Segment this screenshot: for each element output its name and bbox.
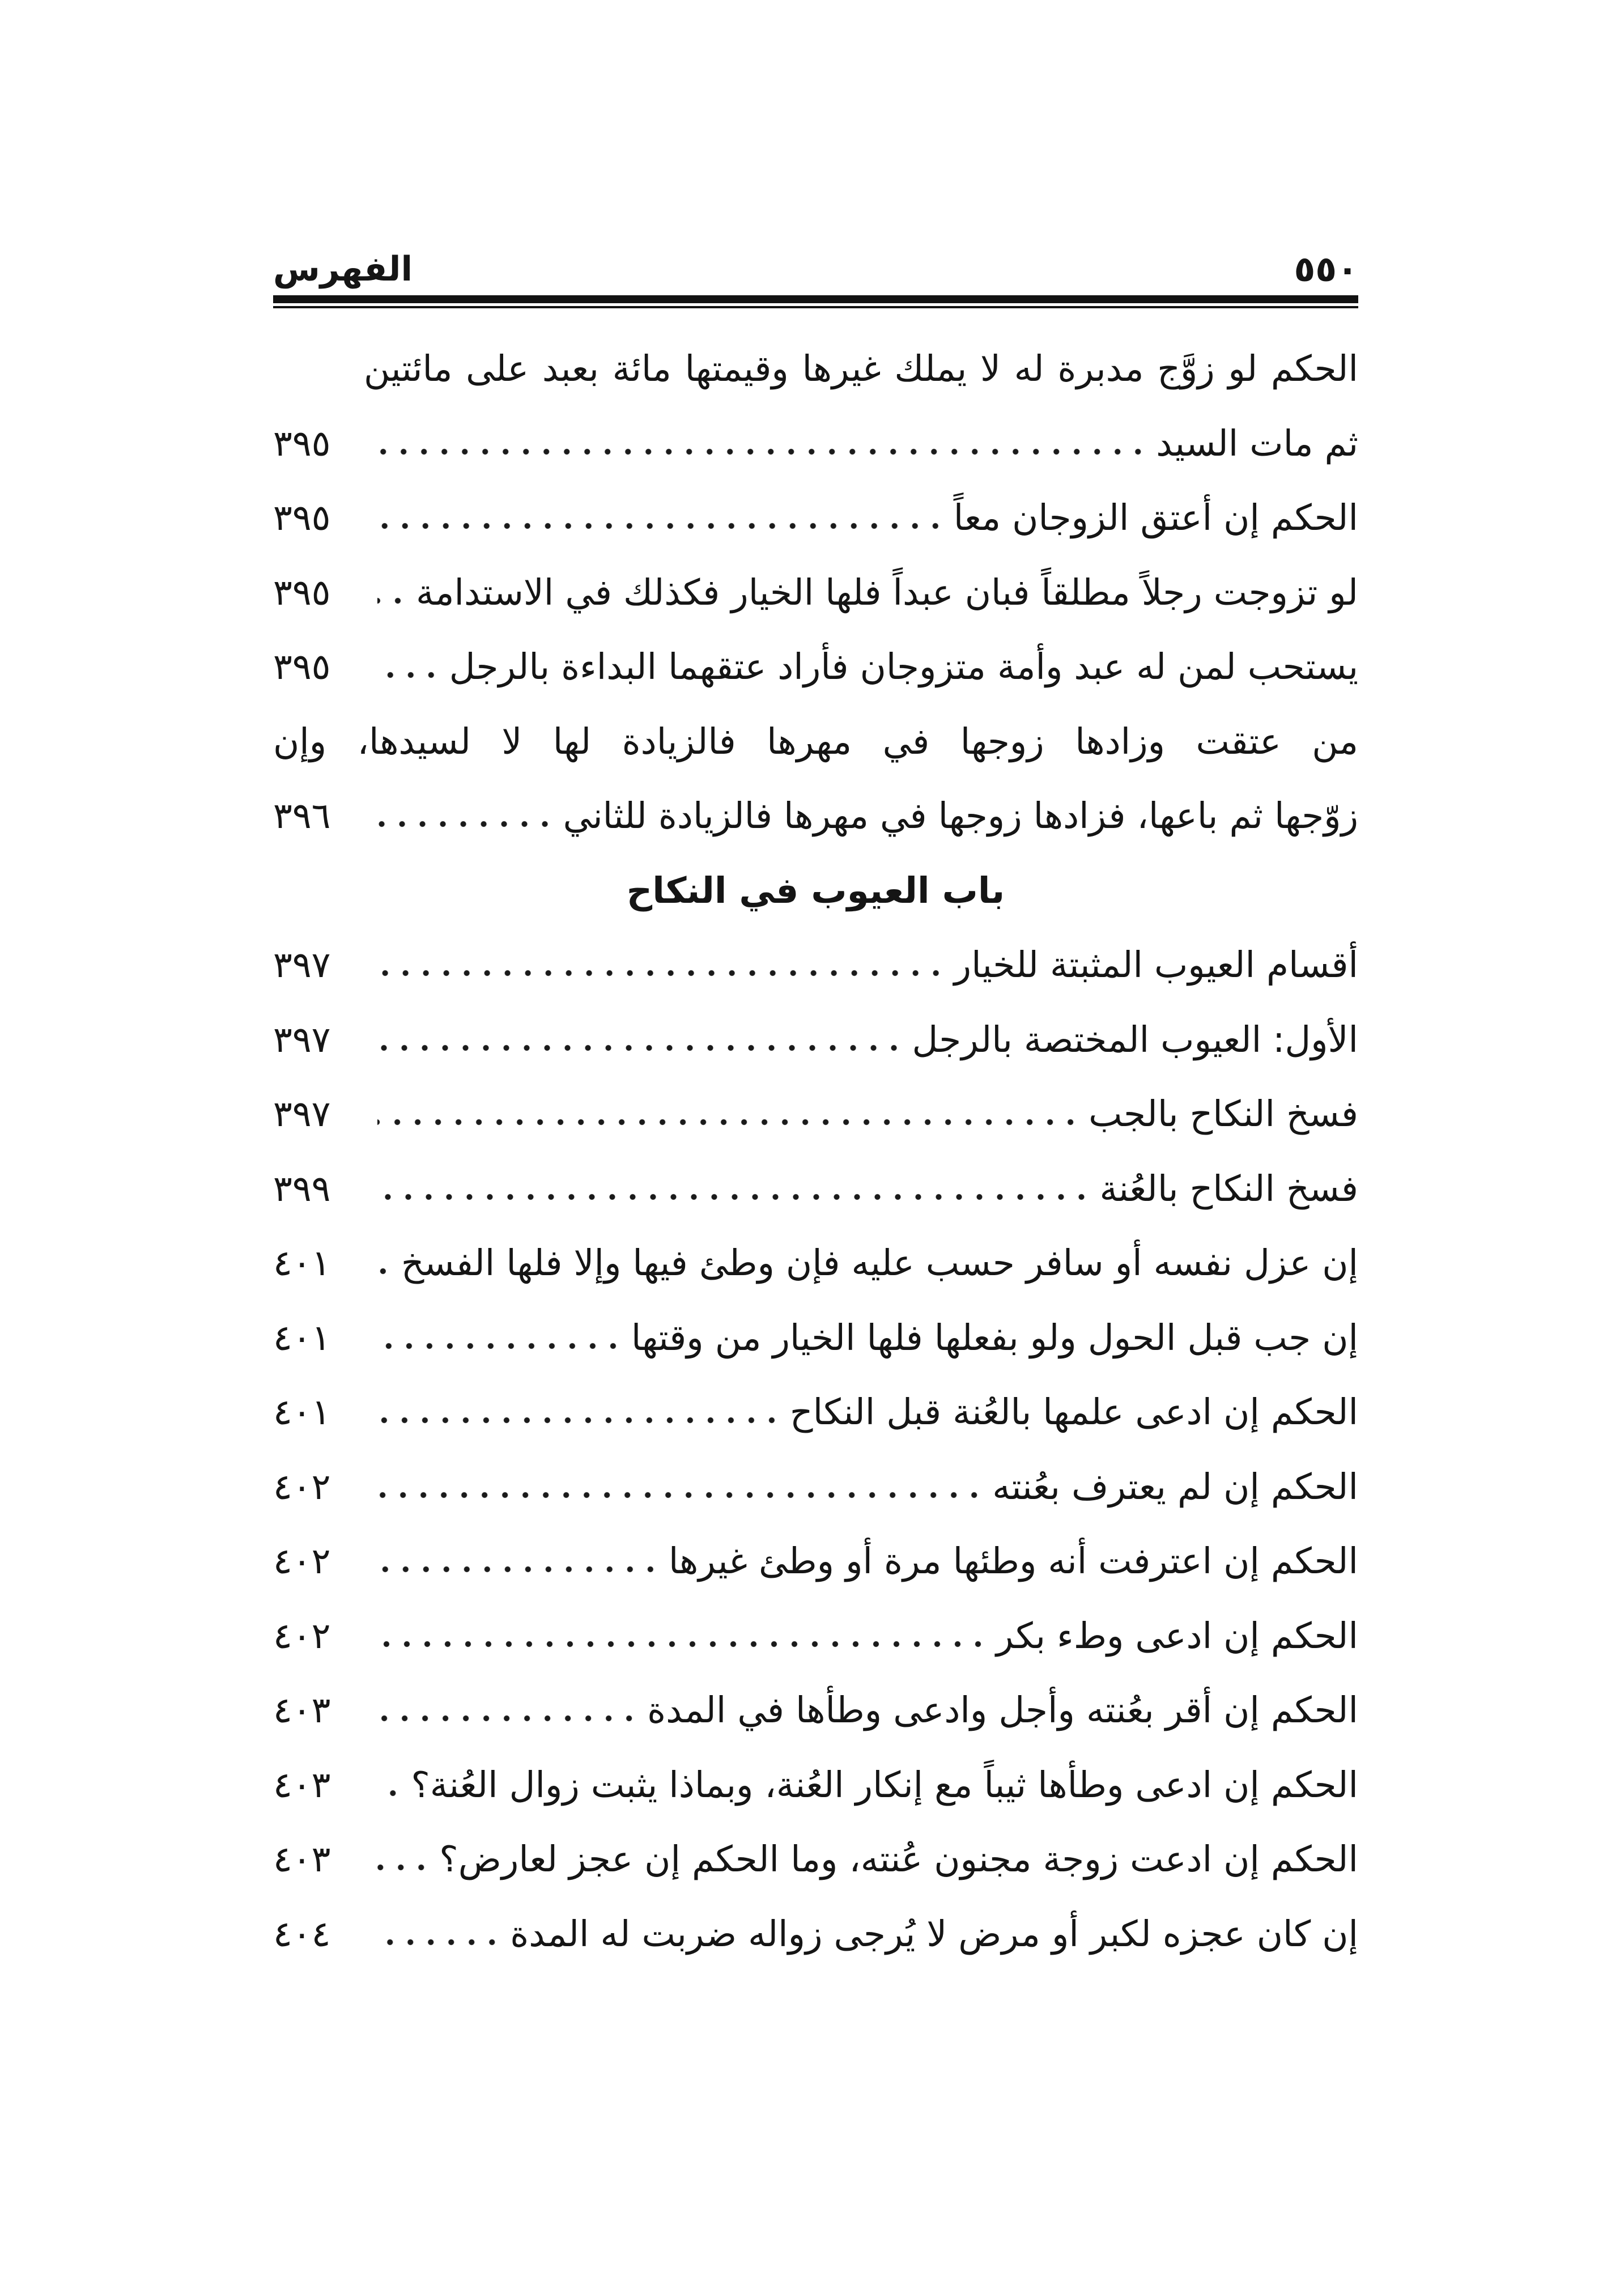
entry-page-number: ٣٩٧ bbox=[273, 1093, 331, 1135]
entry-page-number: ٤٠٢ bbox=[273, 1466, 331, 1508]
toc-entry bbox=[273, 1897, 1358, 1972]
entry-title: زوّجها ثم باعها، فزادها زوجها في مهرها فالزيادة للثاني bbox=[563, 795, 1358, 836]
dot-leader bbox=[377, 522, 946, 530]
toc-entry bbox=[273, 1226, 1358, 1301]
entry-title: الحكم إن لم يعترف بعُنته bbox=[992, 1466, 1358, 1508]
entry-title: الحكم إن أعتق الزوجان معاً bbox=[953, 497, 1358, 538]
entry-page-number: ٤٠٤ bbox=[273, 1913, 331, 1955]
dot-leader bbox=[377, 1342, 623, 1350]
dot-leader bbox=[377, 1118, 1081, 1126]
index-page bbox=[273, 244, 1358, 1971]
entry-title: أقسام العيوب المثبتة للخيار bbox=[954, 944, 1358, 986]
section-heading: باب العيوب في النكاح bbox=[626, 869, 1005, 911]
dot-leader bbox=[377, 1267, 393, 1275]
section-heading-row bbox=[273, 853, 1358, 928]
entry-page-number: ٣٩٥ bbox=[273, 571, 331, 613]
entry-page-number: ٤٠٣ bbox=[273, 1838, 331, 1880]
toc-entry bbox=[273, 1152, 1358, 1226]
entry-title: الحكم إن ادعى علمها بالعُنة قبل النكاح bbox=[789, 1391, 1358, 1433]
entry-page-number: ٣٩٧ bbox=[273, 944, 331, 986]
entry-title: الأول: العيوب المختصة بالرجل bbox=[912, 1018, 1358, 1060]
toc-entry bbox=[273, 481, 1358, 555]
dot-leader bbox=[377, 1193, 1091, 1201]
index-list bbox=[273, 332, 1358, 1971]
entry-title: إن عزل نفسه أو سافر حسب عليه فإن وطئ فيها وإلا فلها الفسخ bbox=[401, 1242, 1358, 1284]
entry-page-number: ٣٩٧ bbox=[273, 1018, 331, 1060]
dot-leader bbox=[377, 969, 946, 977]
dot-leader bbox=[377, 1863, 431, 1871]
toc-entry bbox=[273, 555, 1358, 630]
entry-page-number: ٤٠٣ bbox=[273, 1689, 331, 1731]
toc-entry bbox=[273, 779, 1358, 853]
toc-entry bbox=[273, 1077, 1358, 1152]
dot-leader bbox=[377, 1416, 782, 1424]
entry-page-number: ٤٠٢ bbox=[273, 1540, 331, 1582]
dot-leader bbox=[377, 1044, 904, 1052]
entry-page-number: ٤٠٣ bbox=[273, 1764, 331, 1806]
page-number: ٥٥٠ bbox=[1294, 248, 1358, 290]
toc-entry bbox=[273, 1822, 1358, 1897]
entry-title: الحكم إن ادعى وطء بكر bbox=[996, 1615, 1358, 1657]
toc-entry-continuation bbox=[273, 332, 1358, 406]
toc-entry bbox=[273, 928, 1358, 1003]
entry-page-number: ٣٩٥ bbox=[273, 497, 331, 538]
entry-page-number: ٣٩٦ bbox=[273, 795, 331, 836]
toc-entry bbox=[273, 406, 1358, 481]
toc-entry bbox=[273, 1599, 1358, 1674]
entry-page-number: ٤٠١ bbox=[273, 1317, 331, 1358]
toc-entry bbox=[273, 1748, 1358, 1823]
entry-title: من عتقت وزادها زوجها في مهرها فالزيادة لها لا لسيدها، وإن bbox=[273, 720, 1358, 762]
dot-leader bbox=[377, 1565, 661, 1573]
dot-leader bbox=[377, 1714, 639, 1722]
toc-entry bbox=[273, 1673, 1358, 1748]
entry-page-number: ٣٩٥ bbox=[273, 422, 331, 464]
entry-title: الحكم إن ادعى وطأها ثيباً مع إنكار العُنة، وبماذا يثبت زوال العُنة؟ bbox=[411, 1764, 1358, 1806]
entry-page-number: ٣٩٥ bbox=[273, 646, 331, 687]
entry-title: ثم مات السيد bbox=[1156, 422, 1358, 464]
entry-title: إن كان عجزه لكبر أو مرض لا يُرجى زواله ضربت له المدة bbox=[510, 1913, 1358, 1955]
entry-page-number: ٣٩٩ bbox=[273, 1167, 331, 1209]
toc-entry bbox=[273, 1003, 1358, 1077]
dot-leader bbox=[377, 820, 555, 828]
entry-page-number: ٤٠٢ bbox=[273, 1615, 331, 1657]
entry-title: إن جب قبل الحول ولو بفعلها فلها الخيار من وقتها bbox=[631, 1317, 1358, 1358]
entry-title: يستحب لمن له عبد وأمة متزوجان فأراد عتقهما البداءة بالرجل bbox=[449, 646, 1358, 687]
dot-leader bbox=[377, 1938, 502, 1946]
entry-title: لو تزوجت رجلاً مطلقاً فبان عبداً فلها الخيار فكذلك في الاستدامة bbox=[415, 571, 1358, 613]
toc-entry bbox=[273, 1524, 1358, 1599]
entry-page-number: ٤٠١ bbox=[273, 1391, 331, 1433]
dot-leader bbox=[377, 671, 441, 679]
toc-entry bbox=[273, 1450, 1358, 1525]
entry-title: فسخ النكاح بالعُنة bbox=[1099, 1167, 1358, 1209]
page-title: الفهرس bbox=[273, 249, 413, 289]
header-rule-thin bbox=[273, 306, 1358, 308]
entry-title: الحكم إن ادعت زوجة مجنون عُنته، وما الحكم إن عجز لعارض؟ bbox=[439, 1838, 1358, 1880]
dot-leader bbox=[377, 1491, 984, 1499]
entry-title: فسخ النكاح بالجب bbox=[1089, 1093, 1358, 1135]
entry-page-number: ٤٠١ bbox=[273, 1242, 331, 1284]
entry-title: الحكم لو زوَّج مدبرة له لا يملك غيرها وقيمتها مائة بعبد على مائتين bbox=[364, 348, 1358, 389]
dot-leader bbox=[377, 448, 1148, 456]
page-header bbox=[273, 244, 1358, 295]
toc-entry bbox=[273, 1375, 1358, 1450]
dot-leader bbox=[377, 1640, 988, 1648]
dot-leader bbox=[377, 1789, 403, 1797]
toc-entry bbox=[273, 630, 1358, 704]
toc-entry bbox=[273, 1301, 1358, 1375]
toc-entry-continuation bbox=[273, 704, 1358, 779]
entry-title: الحكم إن أقر بعُنته وأجل وادعى وطأها في المدة bbox=[647, 1689, 1358, 1731]
dot-leader bbox=[377, 597, 408, 605]
header-rule-thick bbox=[273, 295, 1358, 303]
entry-title: الحكم إن اعترفت أنه وطئها مرة أو وطئ غيرها bbox=[668, 1540, 1358, 1582]
